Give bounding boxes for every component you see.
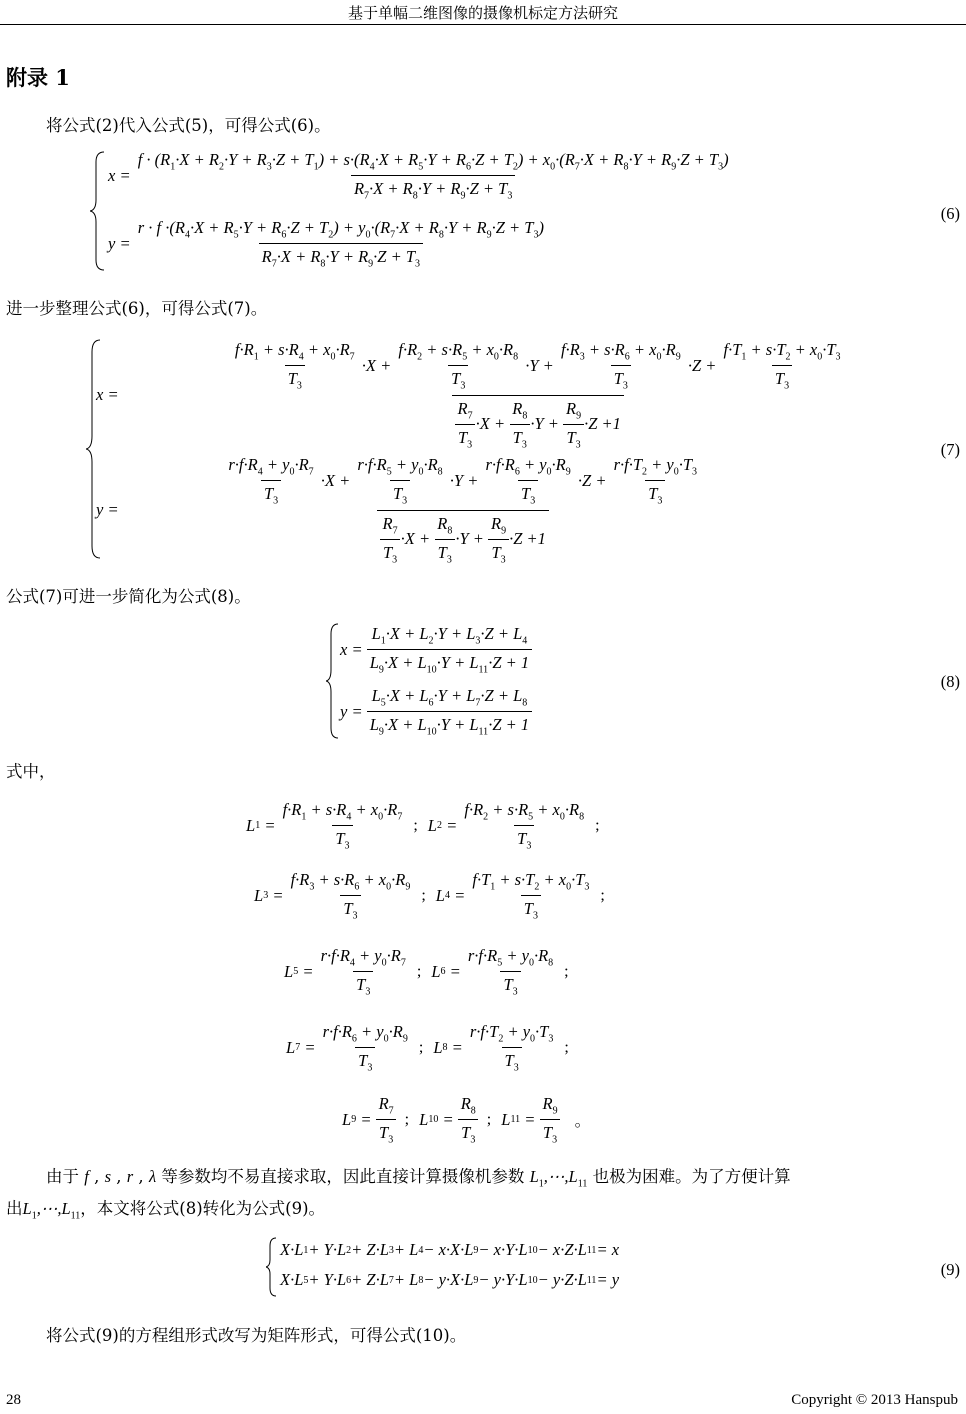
appendix-title: 附录 1 <box>6 65 70 90</box>
paragraph-5-line-2: 出$L_1,\cdots,L_{11}$，本文将公式(8)转化为公式(9)。 <box>6 1199 326 1222</box>
L-definitions-row-1: L 1 = $\frac{f\cdot R_1 + s\cdot R_4 + x_0\cdot R_7}{T_3}$ ; L 2 = $\frac{f\cdot R_2 + s\cdot R_5 + x_0\cdot R_8}{T_3}$ ; <box>246 800 600 852</box>
copyright: Copyright © 2013 Hanspub <box>791 1392 958 1408</box>
equation-7-x: x = $\frac{f\cdot R_1 + s\cdot R_4 + x_0\cdot R_7}{T_3}$ ·X + $\frac{f\cdot R_2 + s\cdot R_5 + x_0\cdot R_8}{T_3}$ ·Y + $\frac{f\cdot R_3 + s\cdot R_6 + x_0\cdot R_9}{T_3}$ ·Z + $\frac{f\cdot T_1 + s\cdot T_2 + x_0\cdot T_3}{T_3}$ $\frac{R_7}{T_3}$ ·X + $\frac{R_8}{T_3}$ ·Y + $\frac{R_9}{T_3}$ ·Z +1 <box>96 340 841 451</box>
paragraph-4: 式中， <box>6 762 56 781</box>
equation-8-x: x = $\frac{L_1\cdot X + L_2\cdot Y + L_3\cdot Z + L_4}{L_9\cdot X + L_{10}\cdot Y + L_{11}\cdot Z + 1}$ <box>340 624 532 676</box>
paragraph-1: 将公式(2)代入公式(5)，可得公式(6)。 <box>46 116 331 135</box>
equation-6-y: y = $r \cdot f \cdot(R_4\cdot X + R_5\cdot Y + R_6\cdot Z + T_2) + y_0\cdot(R_7\cdot X + R_8\cdot Y + R_9\cdot Z + T_3)$ $R_7\cdot X + R_8\cdot Y + R_9\cdot Z + T_3$ <box>108 218 544 270</box>
L-definitions-row-3: L 5 = $\frac{r\cdot f\cdot R_4 + y_0\cdot R_7}{T_3}$ ; L 6 = $\frac{r\cdot f\cdot R_5 + y_0\cdot R_8}{T_3}$ ; <box>284 946 569 998</box>
equation-number-9: (9) <box>940 1260 960 1279</box>
left-brace <box>266 1236 278 1298</box>
equation-9-row-2: X·L 5 + Y·L 6 + Z·L 7 + L 8 − y·X·L 9 − y·Y·L 10 − y·Z·L 11 = y <box>280 1270 620 1289</box>
page-number: 28 <box>6 1392 21 1408</box>
equation-6-x: x = $f \cdot (R_1\cdot X + R_2\cdot Y + R_3\cdot Z + T_1) + s\cdot(R_4\cdot X + R_5\cdot Y + R_6\cdot Z + T_2) + x_0\cdot(R_7\cdot X + R_8\cdot Y + R_9\cdot Z + T_3)$ $R_7\cdot X + R_8\cdot Y + R_9\cdot Z + T_3$ <box>108 150 729 202</box>
L-definitions-row-5: L 9 = $\frac{R_7}{T_3}$ ; L 10 = $\frac{R_8}{T_3}$ ; L 11 = $\frac{R_9}{T_3}$ 。 <box>342 1094 591 1146</box>
header-rule <box>0 24 966 25</box>
paragraph-3: 公式(7)可进一步简化为公式(8)。 <box>6 587 251 606</box>
L-definitions-row-4: L 7 = $\frac{r\cdot f\cdot R_6 + y_0\cdot R_9}{T_3}$ ; L 8 = $\frac{r\cdot f\cdot T_2 + y_0\cdot T_3}{T_3}$ ; <box>286 1022 569 1074</box>
equation-9-row-1: X·L 1 + Y·L 2 + Z·L 3 + L 4 − x·X·L 9 − x·Y·L 10 − x·Z·L 11 = x <box>280 1240 620 1259</box>
equation-number-6: (6) <box>940 204 960 223</box>
left-brace <box>90 150 106 272</box>
equation-number-8: (8) <box>940 672 960 691</box>
L-definitions-row-2: L 3 = $\frac{f\cdot R_3 + s\cdot R_6 + x_0\cdot R_9}{T_3}$ ; L 4 = $\frac{f\cdot T_1 + s\cdot T_2 + x_0\cdot T_3}{T_3}$ ; <box>254 870 605 922</box>
paragraph-2: 进一步整理公式(6)，可得公式(7)。 <box>6 299 268 318</box>
paragraph-5-line-1: 由于 f , s , r , λ 等参数均不易直接求取，因此直接计算摄像机参数 $L_1,\cdots,L_{11}$ 也极为困难。为了方便计算 <box>46 1167 791 1190</box>
paragraph-6: 将公式(9)的方程组形式改写为矩阵形式，可得公式(10)。 <box>46 1326 467 1345</box>
equation-7-y: y = $\frac{r\cdot f\cdot R_4 + y_0\cdot R_7}{T_3}$ ·X + $\frac{r\cdot f\cdot R_5 + y_0\cdot R_8}{T_3}$ ·Y + $\frac{r\cdot f\cdot R_6 + y_0\cdot R_9}{T_3}$ ·Z + $\frac{r\cdot f\cdot T_2 + y_0\cdot T_3}{T_3}$ $\frac{R_7}{T_3}$ ·X + $\frac{R_8}{T_3}$ ·Y + $\frac{R_9}{T_3}$ ·Z +1 <box>96 455 698 566</box>
equation-8-y: y = $\frac{L_5\cdot X + L_6\cdot Y + L_7\cdot Z + L_8}{L_9\cdot X + L_{10}\cdot Y + L_{11}\cdot Z + 1}$ <box>340 686 532 738</box>
left-brace <box>326 622 340 740</box>
running-header: 基于单幅二维图像的摄像机标定方法研究 <box>347 4 618 22</box>
equation-number-7: (7) <box>940 440 960 459</box>
